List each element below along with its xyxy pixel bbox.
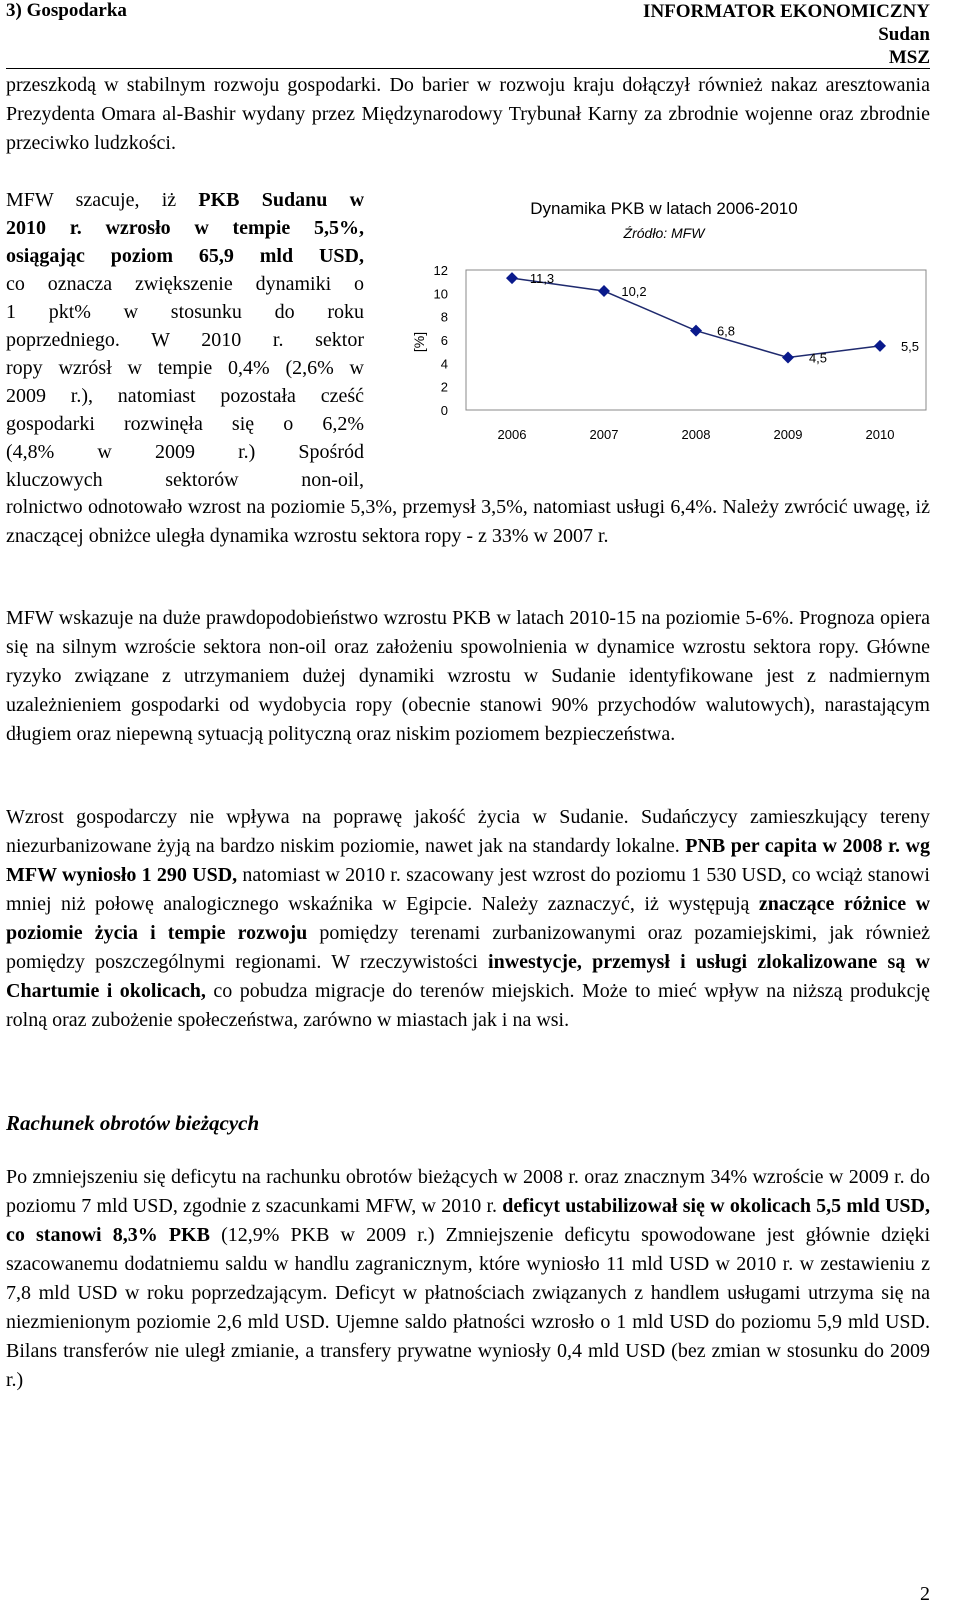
- pkb-line: co oznacza zwiększenie dynamiki o: [6, 273, 364, 295]
- living-standards-paragraph: Wzrost gospodarczy nie wpływa na poprawę jakość życia w Sudanie. Sudańczycy zamieszkujący tereny niezurbanizowane żyją na bardzo niskim poziomie, nawet jak na standardy lokalne. PNB per capita w 2008 r. wg MFW wyniosło 1 290 USD, natomiast w 2010 r. szacowany jest wzrost do poziomu 1 530 USD, co wciąż stanowi mniej niż połowę analogicznego wskaźnika w Egipcie. Należy zaznaczyć, iż występują znaczące różnice w poziomie życia i tempie rozwoju pomiędzy terenami zurbanizowanymi oraz pozamiejskimi, jak również pomiędzy poszczególnymi regionami. W rzeczywistości inwestycje, przemysł i usługi zlokalizowane są w Chartumie i okolicach, co pobudza migracje do terenów miejskich. Może to mieć wpływ na niższą produkcję rolną oraz zubożenie społeczeństwa, zarówno w miastach jak i na wsi.: [6, 806, 931, 1031]
- x-tick-label: 2007: [589, 427, 619, 442]
- gdp-growth-chart: [406, 186, 934, 456]
- sectors-paragraph: rolnictwo odnotowało wzrost na poziomie 5,3%, przemysł 3,5%, natomiast usługi 6,4%. Należy zwrócić uwagę, iż znaczącej obniżce uległa dynamika wzrostu sektora ropy - z 33% w 2007 r.: [6, 496, 930, 547]
- x-tick-label: 2010: [865, 427, 895, 442]
- data-label: 4,5: [808, 350, 828, 366]
- pkb-line: (4,8% w 2009 r.) Spośród: [6, 441, 364, 463]
- chart-subtitle: Źródło: MFW: [623, 225, 705, 241]
- data-label: 10,2: [621, 284, 647, 299]
- pkb-paragraph-column: [6, 186, 364, 494]
- data-point-marker: [506, 272, 518, 284]
- data-label: 6,8: [716, 323, 736, 339]
- document-header: [643, 0, 930, 69]
- header-org: MSZ: [888, 47, 930, 68]
- y-tick-label: 12: [433, 263, 448, 278]
- x-tick-label: 2006: [497, 427, 527, 442]
- page-number: 2: [920, 1583, 930, 1605]
- header-divider: [6, 68, 930, 69]
- pkb-line: osiągając poziom 65,9 mld USD,: [6, 245, 364, 267]
- pkb-line: kluczowych sektorów non-oil,: [6, 469, 364, 491]
- chart-title: Dynamika PKB w latach 2006-2010: [530, 199, 798, 218]
- forecast-paragraph: MFW wskazuje na duże prawdopodobieństwo wzrostu PKB w latach 2010-15 na poziomie 5-6%. Prognoza opiera się na silnym wzroście sektora non-oil oraz założeniu spowolnienia w dynamice wzrostu sektora ropy. Główne ryzyko związane z utrzymaniem dużej dynamiki wzrostu w Sudanie identyfikowane jest z nadmiernym uzależnieniem gospodarki od wydobycia ropy (obecnie stanowi 90% przychodów walutowych), narastającym długiem oraz niepewną sytuacją polityczną oraz niskim poziomem bezpieczeństwa.: [6, 607, 930, 745]
- pkb-line: MFW szacuje, iż PKB Sudanu w: [6, 189, 365, 211]
- plot-area: [466, 270, 926, 410]
- y-tick-label: 6: [440, 333, 448, 348]
- y-tick-label: 8: [440, 309, 448, 325]
- x-tick-label: 2009: [773, 427, 803, 442]
- series-line: [512, 278, 880, 357]
- pkb-line: 2009 r.), natomiast pozostała cześć: [6, 385, 364, 407]
- header-title: INFORMATOR EKONOMICZNY: [643, 1, 930, 22]
- current-account-paragraph: Po zmniejszeniu się deficytu na rachunku obrotów bieżących w 2008 r. oraz znacznym 34% wzroście w 2009 r. do poziomu 7 mld USD, zgodnie z szacunkami MFW, w 2010 r. deficyt ustabilizował się w okolicach 5,5 mld USD, co stanowi 8,3% PKB (12,9% PKB w 2009 r.) Zmniejszenie deficytu spowodowane jest głównie dzięki szacowanemu dodatniemu saldu w handlu zagranicznym, które wyniosło 11 mld USD w 2010 r. w zestawieniu z 7,8 mld USD w roku poprzedzającym. Deficyt w płatnościach związanych z handlem usługami utrzyma się na niezmienionym poziomie 2,6 mld USD. Ujemne saldo płatności wzrosło o 1 mld USD do poziomu 5,9 mld USD. Bilans transferów nie uległ zmianie, a transfery prywatne wyniosły 0,4 mld USD (bez zmian w stosunku do 2009 r.): [6, 1166, 930, 1391]
- intro-paragraph: przeszkodą w stabilnym rozwoju gospodarki. Do barier w rozwoju kraju dołączył również nakaz aresztowania Prezydenta Omara al-Bashir wydany przez Międzynarodowy Trybunał Karny za zbrodnie wojenne oraz zbrodnie przeciwko ludzkości.: [6, 74, 930, 154]
- pkb-line: 2010 r. wzrosło w tempie 5,5%,: [6, 217, 364, 239]
- header-country: Sudan: [878, 24, 930, 45]
- pkb-line: 1 pkt% w stosunku do roku: [6, 301, 364, 323]
- y-tick-label: 4: [440, 356, 448, 372]
- data-point-marker: [598, 285, 610, 297]
- x-tick-label: 2008: [681, 427, 711, 442]
- document-page: [6, 0, 930, 1613]
- data-label: 11,3: [529, 271, 555, 287]
- data-label: 5,5: [900, 338, 920, 354]
- pkb-line: ropy wzrósł w tempie 0,4% (2,6% w: [6, 357, 364, 379]
- pkb-line: poprzedniego. W 2010 r. sektor: [6, 329, 364, 351]
- section-heading: Rachunek obrotów bieżących: [6, 1111, 260, 1135]
- section-header: 3) Gospodarka: [6, 0, 127, 21]
- data-point-marker: [690, 325, 702, 337]
- data-point-marker: [874, 340, 886, 352]
- y-axis-label: [%]: [411, 331, 427, 353]
- data-point-marker: [782, 352, 794, 364]
- y-tick-label: 2: [440, 379, 448, 395]
- y-tick-label: 0: [440, 403, 448, 418]
- pkb-line: gospodarki rozwinęła się o 6,2%: [6, 413, 364, 435]
- y-tick-label: 10: [433, 286, 448, 302]
